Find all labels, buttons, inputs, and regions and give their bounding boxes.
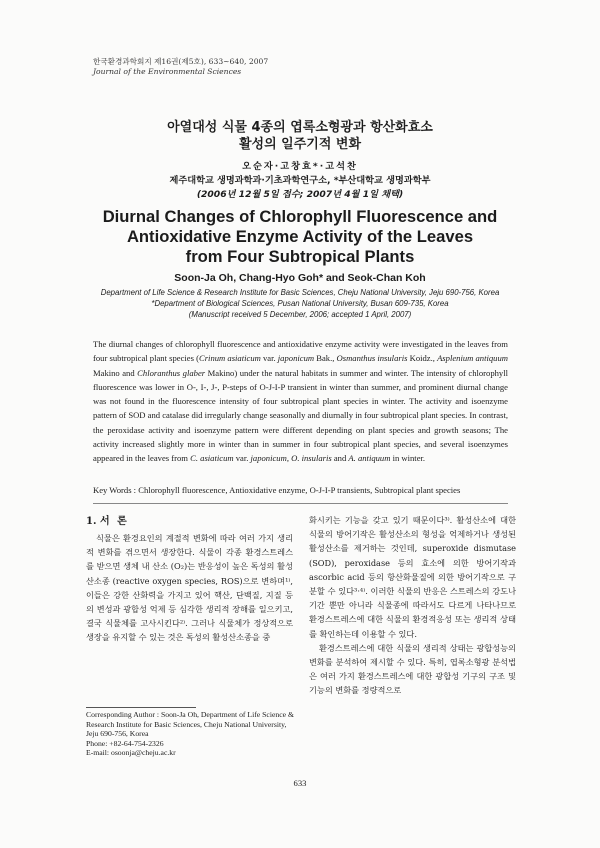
species-name: C. asiaticum (190, 453, 234, 464)
journal-name: Journal of the Environmental Sciences (93, 67, 242, 76)
body-paragraph: 화시키는 기능을 갖고 있기 때문이다³⁾. 활성산소에 대한 식물의 방어기작은 활성산소의 형성을 억제하거나 생성된 활성산소를 제거하는 것인데, superoxide dismutase (SOD), peroxidase 등의 효소에 의한 방어기작과 ascorbic acid 등의 항산화물질에 의한 방어기작으로 구분할 수 있다³·⁴⁾. 이러한 식물의 반응은 스트레스의 강도나 기간 뿐만 아니라 식물종에 따라서도 다르게 나타나므로 환경스트레스에 대한 식물의 환경적응성 또는 생리적 상태를 확인하는데 이용할 수 있다. (309, 515, 516, 639)
english-affiliation-1: Department of Life Science & Research Institute for Basic Sciences, Cheju National University, Jeju 690-756, Korea (100, 288, 500, 297)
korean-dates: (2006년 12월 5일 접수; 2007년 4월 1일 채택) (196, 189, 404, 200)
body-column-left (86, 531, 293, 645)
section-title: 서 론 (99, 516, 129, 527)
abstract-text: in winter. (390, 453, 426, 464)
footnote-divider (86, 707, 196, 708)
korean-affiliation: 제주대학교 생명과학과·기초과학연구소, *부산대학교 생명과학부 (169, 175, 431, 186)
footnote (86, 710, 296, 758)
journal-header (93, 57, 268, 77)
english-affiliation-2: *Department of Biological Sciences, Pusan National University, Busan 609-735, Korea (151, 299, 449, 308)
english-authors: Soon-Ja Oh, Chang-Hyo Goh* and Seok-Chan Koh (174, 272, 426, 284)
author-email: E-mail: osoonja@cheju.ac.kr (86, 748, 176, 758)
english-title-line3: from Four Subtropical Plants (185, 247, 415, 266)
manuscript-dates: (Manuscript received 5 December, 2006; accepted 1 April, 2007) (188, 310, 412, 319)
body-paragraph: 식물은 환경요인의 계절적 변화에 따라 여러 가지 생리적 변화를 겪으면서 생장한다. 식물이 각종 환경스트레스를 받으면 생체 내 산소 (O₂)는 반응성이 높은 독성의 활성산소종 (reactive oxygen species, ROS)으로 변하며¹⁾, 이들은 강한 산화력을 가지고 있어 핵산, 단백질, 지질 등의 변성과 광합성 억제 등 심각한 생리적 장해를 일으키고, 결국 식물체를 고사시킨다²⁾. 그러나 식물체가 정상적으로 생장을 유지할 수 있는 것은 독성의 활성산소종을 중 (86, 533, 293, 643)
korean-title-line1: 아열대성 식물 4종의 엽록소형광과 항산화효소 (167, 120, 433, 135)
species-name: A. antiquum (348, 453, 391, 464)
abstract-text: and (331, 453, 349, 464)
abstract-text: Koidz., (407, 353, 438, 364)
species-name: Osmanthus insularis (336, 353, 408, 364)
species-name: japonicum (250, 453, 287, 464)
english-title (60, 207, 540, 267)
abstract-text: var. (233, 453, 251, 464)
abstract (93, 337, 508, 466)
abstract-text: , (286, 453, 292, 464)
journal-volume-line: 한국환경과학회지 제16권(제5호), 633~640, 2007 (93, 57, 269, 66)
abstract-text: The diurnal changes of chlorophyll fluorescence and antioxidative enzyme activity were investigated in the leaves from four subtropical plant species ( (93, 339, 508, 364)
abstract-text: Makino and (93, 367, 138, 378)
korean-author-block (60, 160, 540, 202)
abstract-text: Makino) under the natural habitats in summer and winter. The intensity of chlorophyll fluorescence was lower in O-, I-, J-, P-steps of O-J-I-P transient in winter than summer, and prominent diurnal change was not found in the fluorescence intensity of four subtropical plant species in winter. The activity and isoenzyme pattern of SOD and catalase did irregularly change seasonally and diurnally in four subtropical plant species. In contrast, the peroxidase activity and isoenzyme pattern were different depending on plant species and growth seasons; The activity increased slightly more in winter than in summer in four subtropical plant species, and several isoenzymes appeared in the leaves from (93, 367, 509, 464)
english-title-line1: Diurnal Changes of Chlorophyll Fluorescence and (102, 207, 498, 226)
species-name: japonicum (277, 353, 315, 364)
body-paragraph: 환경스트레스에 대한 식물의 생리적 상태는 광합성능의 변화를 분석하여 제시할 수 있다. 특히, 엽록소형광 분석법은 여러 가지 환경스트레스에 대한 광합성 기구의 구조 및 기능의 변화를 정량적으로 (309, 642, 516, 696)
korean-title (60, 119, 540, 153)
english-title-line2: Antioxidative Enzyme Activity of the Leaves (126, 227, 474, 246)
species-name: Chloranthus glaber (137, 367, 206, 378)
species-name: Asplenium antiquum (437, 353, 508, 364)
keywords: Key Words : Chlorophyll fluorescence, Antioxidative enzyme, O-J-I-P transients, Subtropical plant species (93, 485, 461, 495)
body-column-right (309, 513, 516, 698)
section-heading (86, 512, 129, 527)
page-number: 633 (293, 778, 307, 788)
korean-authors: 오순자·고창효*·고석찬 (242, 161, 358, 172)
section-number: 1. (86, 516, 97, 527)
species-name: O. insularis (291, 453, 332, 464)
corresponding-author: Corresponding Author : Soon-Ja Oh, Department of Life Science & Research Institute for Basic Sciences, Cheju National University, Jeju 690-756, Korea (86, 710, 294, 739)
species-name: Crinum asiaticum (198, 353, 261, 364)
abstract-text: var. (260, 353, 278, 364)
divider (93, 503, 508, 504)
korean-title-line2: 활성의 일주기적 변화 (238, 137, 362, 152)
author-phone: Phone: +82-64-754-2326 (86, 738, 164, 748)
english-affiliations (40, 287, 560, 320)
abstract-text: Bak., (314, 353, 337, 364)
